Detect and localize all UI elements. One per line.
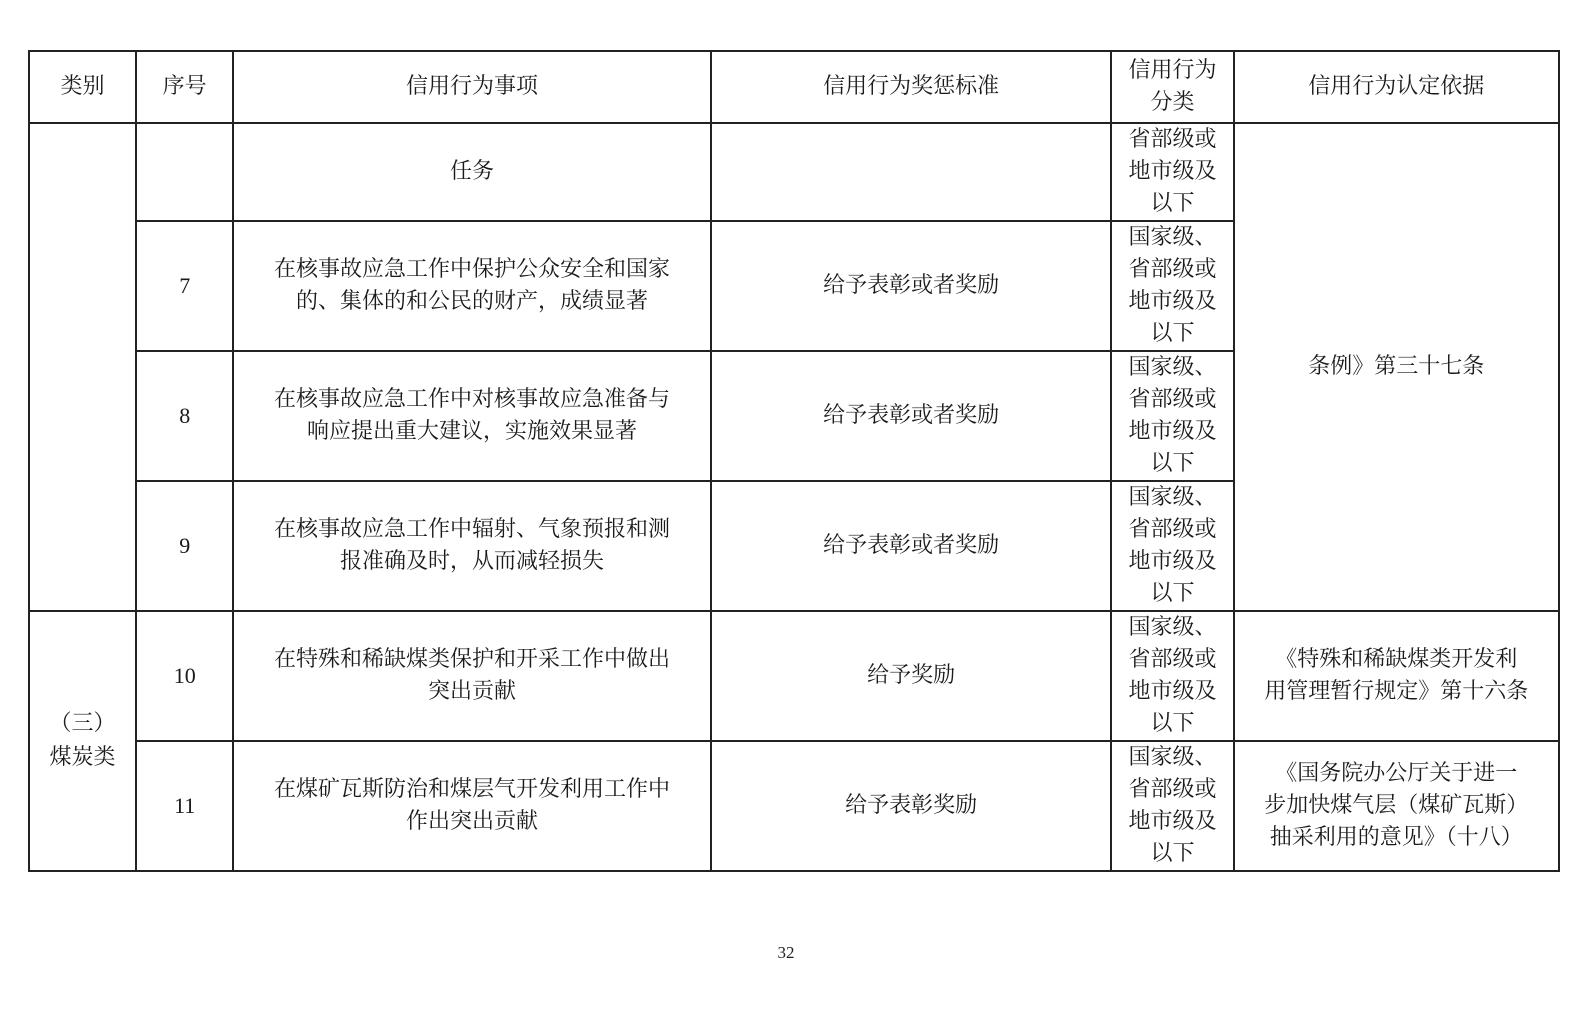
classification-cell — [1111, 481, 1233, 611]
header-item: 信用行为事项 — [233, 51, 711, 123]
item-cell — [233, 611, 711, 741]
category-cell-nuclear — [29, 123, 136, 611]
header-standard: 信用行为奖惩标准 — [711, 51, 1112, 123]
classification-line: 地市级及 — [1128, 809, 1217, 834]
header-number: 序号 — [136, 51, 233, 123]
classification-line: 以下 — [1150, 841, 1195, 866]
table-row-continuation — [29, 123, 1559, 221]
basis-cell: 条例》第三十七条 — [1234, 123, 1559, 611]
basis-cell — [1234, 611, 1559, 741]
item-line: 在核事故应急工作中辐射、气象预报和测 — [274, 517, 671, 542]
classification-line: 省部级或 — [1128, 647, 1217, 672]
number-cell — [136, 123, 233, 221]
table-header-row — [29, 51, 1559, 123]
classification-cell — [1111, 611, 1233, 741]
header-classification — [1111, 51, 1233, 123]
number-cell: 11 — [136, 741, 233, 871]
classification-line: 省部级或 — [1128, 387, 1217, 412]
classification-cell — [1111, 123, 1233, 221]
classification-line: 以下 — [1150, 321, 1195, 346]
classification-line: 地市级及 — [1128, 289, 1217, 314]
header-basis: 信用行为认定依据 — [1234, 51, 1559, 123]
standard-cell: 给予表彰或者奖励 — [711, 481, 1112, 611]
item-cell — [233, 481, 711, 611]
number-cell: 8 — [136, 351, 233, 481]
classification-line: 以下 — [1150, 451, 1195, 476]
basis-line: 步加快煤气层（煤矿瓦斯） — [1264, 793, 1529, 818]
classification-line: 省部级或 — [1128, 257, 1217, 282]
classification-cell — [1111, 351, 1233, 481]
classification-line: 地市级及 — [1128, 419, 1217, 444]
basis-line: 《国务院办公厅关于进一 — [1275, 761, 1518, 786]
header-classification-line2: 分类 — [1150, 90, 1195, 115]
category-cell-coal — [29, 611, 136, 871]
classification-line: 以下 — [1150, 711, 1195, 736]
item-line: 在核事故应急工作中保护公众安全和国家 — [274, 257, 671, 282]
classification-line: 以下 — [1150, 191, 1195, 216]
classification-line: 地市级及 — [1128, 549, 1217, 574]
basis-line: 抽采利用的意见》（十八） — [1269, 825, 1523, 850]
item-line: 在特殊和稀缺煤类保护和开采工作中做出 — [274, 647, 671, 672]
item-line: 作出突出贡献 — [406, 809, 539, 834]
category-line: （三） — [49, 711, 116, 736]
classification-cell — [1111, 741, 1233, 871]
item-cell: 任务 — [233, 123, 711, 221]
classification-line: 省部级或 — [1128, 517, 1217, 542]
page-number: 32 — [777, 943, 795, 962]
basis-line: 用管理暂行规定》第十六条 — [1264, 679, 1529, 704]
item-cell — [233, 221, 711, 351]
classification-line: 省部级或 — [1128, 127, 1217, 152]
classification-cell — [1111, 221, 1233, 351]
item-line: 响应提出重大建议，实施效果显著 — [307, 419, 638, 444]
basis-line: 《特殊和稀缺煤类开发利 — [1275, 647, 1518, 672]
item-cell — [233, 741, 711, 871]
item-line: 的、集体的和公民的财产，成绩显著 — [296, 289, 649, 314]
table-row — [29, 611, 1559, 741]
classification-line: 地市级及 — [1128, 679, 1217, 704]
credit-behavior-table — [28, 50, 1560, 872]
table-row — [29, 741, 1559, 871]
item-line: 报准确及时，从而减轻损失 — [340, 549, 605, 574]
number-cell: 10 — [136, 611, 233, 741]
classification-line: 国家级、 — [1128, 615, 1217, 640]
number-cell: 9 — [136, 481, 233, 611]
classification-line: 国家级、 — [1128, 745, 1217, 770]
standard-cell: 给予表彰或者奖励 — [711, 221, 1112, 351]
item-line: 在煤矿瓦斯防治和煤层气开发利用工作中 — [274, 777, 671, 802]
item-line: 突出贡献 — [428, 679, 517, 704]
standard-cell: 给予表彰奖励 — [711, 741, 1112, 871]
standard-cell — [711, 123, 1112, 221]
classification-line: 以下 — [1150, 581, 1195, 606]
category-line: 煤炭类 — [49, 745, 116, 770]
classification-line: 国家级、 — [1128, 485, 1217, 510]
item-line: 在核事故应急工作中对核事故应急准备与 — [274, 387, 671, 412]
item-cell — [233, 351, 711, 481]
classification-line: 省部级或 — [1128, 777, 1217, 802]
header-category: 类别 — [29, 51, 136, 123]
classification-line: 国家级、 — [1128, 225, 1217, 250]
standard-cell: 给予表彰或者奖励 — [711, 351, 1112, 481]
basis-cell — [1234, 741, 1559, 871]
classification-line: 地市级及 — [1128, 159, 1217, 184]
standard-cell: 给予奖励 — [711, 611, 1112, 741]
header-classification-line1: 信用行为 — [1128, 58, 1217, 83]
number-cell: 7 — [136, 221, 233, 351]
classification-line: 国家级、 — [1128, 355, 1217, 380]
